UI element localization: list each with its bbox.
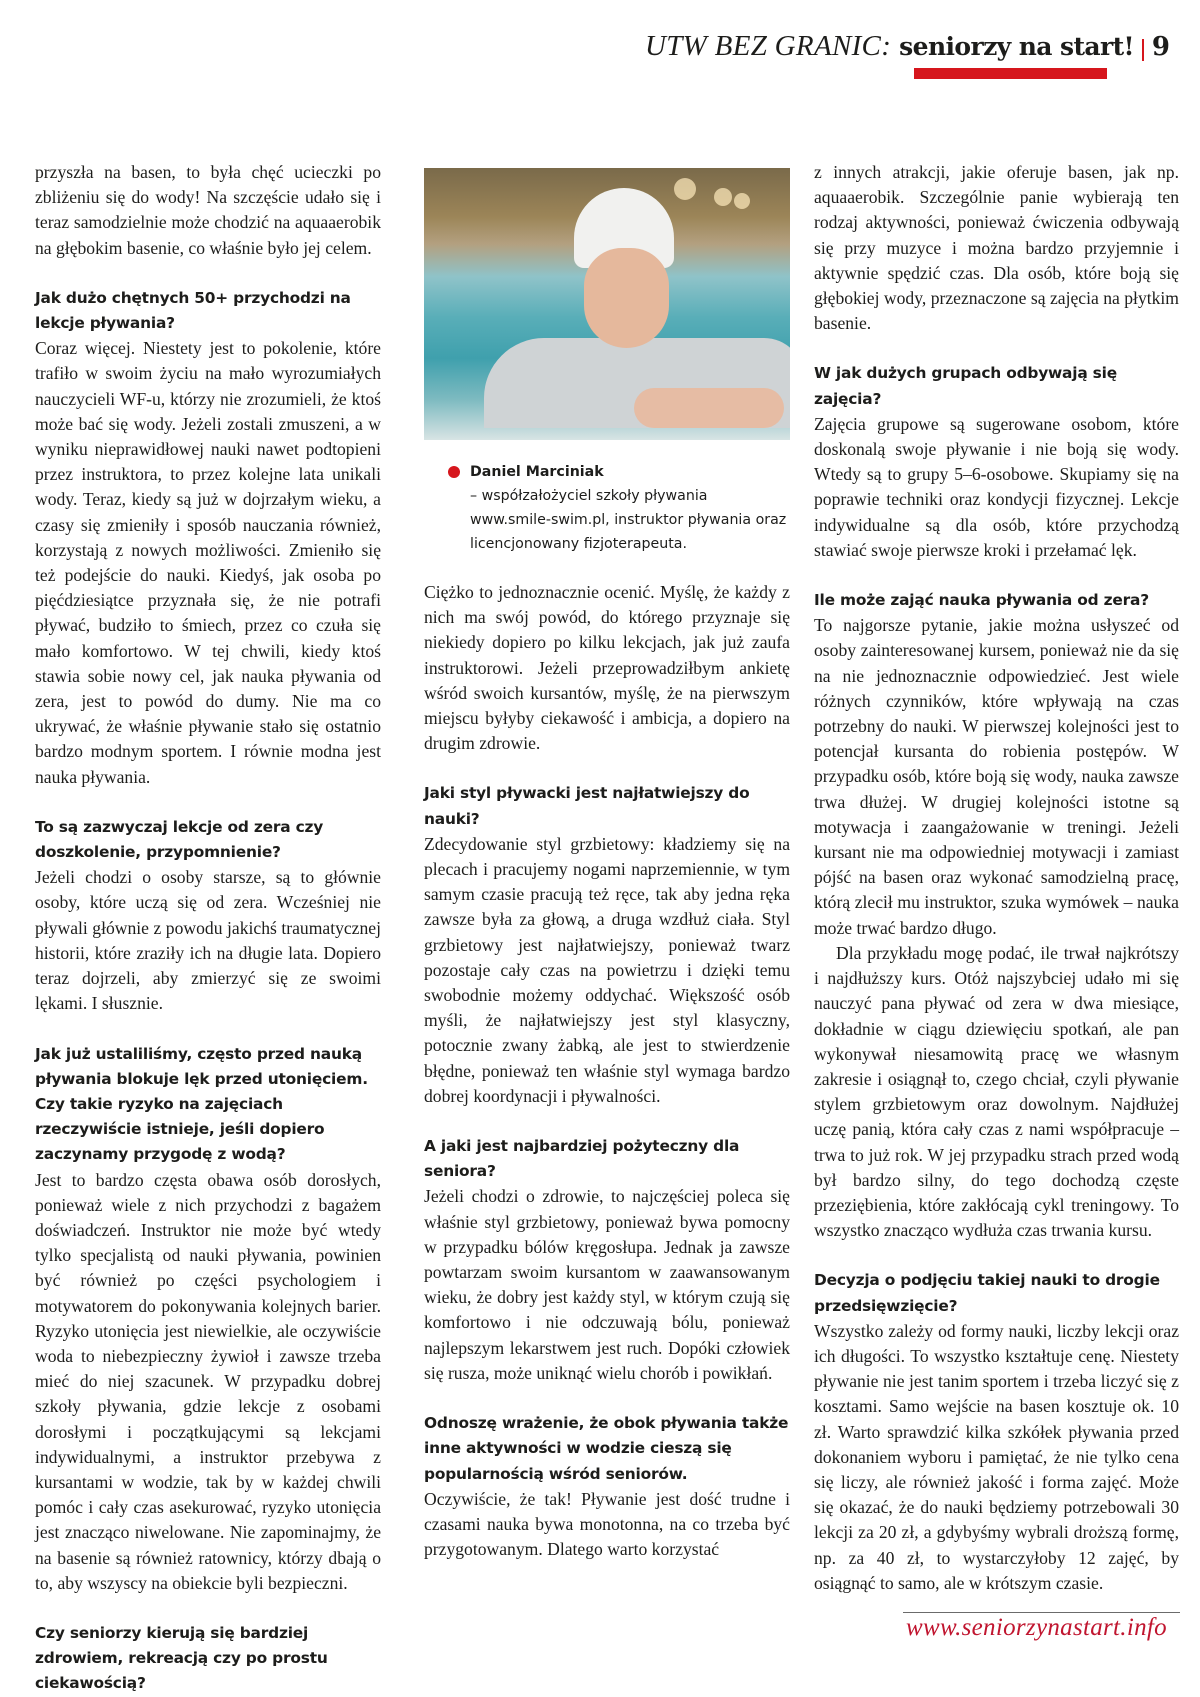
swimmer-arm <box>634 388 784 428</box>
interview-question: Jaki styl pływacki jest najłatwiejszy do nauki? <box>424 784 750 828</box>
bokeh-light <box>674 178 696 200</box>
footer-website-link[interactable]: www.seniorzynastart.info <box>906 1614 1167 1641</box>
answer-paragraph: Ciężko to jednoznacznie ocenić. Myślę, że każdy z nich ma swój powód, do którego przyznaje się niekiedy dopiero po kilku lekcjach, jak już zaufa instruktorowi. Jeżeli przeprowadziłbym ankietę wśród swoich kursantów, myślę, że na pierwszym miejscu byłyby ciekawość i ambicja, a dopiero na drugim zdrowie. <box>424 582 790 754</box>
article-column-1 <box>35 160 381 1697</box>
interview-question: Jak już ustaliliśmy, często przed nauką pływania blokuje lęk przed utonięciem. Czy takie ryzyko na zajęciach rzeczywiście istnieje, jeśli dopiero zaczynamy przygodę z wodą? <box>35 1044 368 1164</box>
interview-question: Decyzja o podjęciu takiej nauki to drogie przedsięwzięcie? <box>814 1271 1160 1315</box>
magazine-title: seniorzy na start! <box>899 32 1134 61</box>
answer-paragraph: Coraz więcej. Niestety jest to pokolenie, które trafiło w swoim życiu na mało wyrozumiałych nauczycieli WF-u, którzy nie zrozumieli, że ktoś może bać się wody. Jeżeli zostali zmuszeni, a w wyniku nieprawidłowej nauki nawet podtopieni przez instruktora, to przez kolejne lata unikali wody. Teraz, kiedy są już w dojrzałym wieku, a czasy się zmieniły i sposób nauczania również, korzystają z nowych możliwości. Zmieniło się też podejście do nauki. Kiedyś, jak osoba po pięćdziesiątce przyznała się, że nie potrafi pływać, budziło to śmiech, przez co czuła się mało komfortowo. W tej chwili, kiedy ktoś stawia sobie nowy cel, jak nauka pływania od zera, jest to powód do dumy. Nie ma co ukrywać, że właśnie pływanie stało się ostatnio bardzo modnym sportem. I równie modna jest nauka pływania. <box>35 338 381 787</box>
answer-paragraph: Dla przykładu mogę podać, ile trwał najkrótszy i najdłuższy kurs. Otóż najszybciej udało mi się nauczyć pana pływać od zera w dwa miesiące, dokładnie w ciągu dziewięciu spotkań, ale pan wykonywał niesamowitą pracę we własnym zakresie i osiągnął to, czego chciał, czyli pływanie stylem grzbietowym oraz dowolnym. Najdłużej uczę panią, która cały czas z nami współpracuje – trwa to już rok. W jej przypadku strach przed wodą był bardzo silny, do tego dochodzą częste przeziębienia, które zakłócają cykl treningowy. To wszystko znacząco wydłuża czas trwania kursu. <box>814 942 1179 1241</box>
article-column-2-text <box>424 580 790 1562</box>
interview-question: Jak dużo chętnych 50+ przychodzi na lekcje pływania? <box>35 288 351 333</box>
series-title: UTW BEZ GRANIC: <box>645 30 892 62</box>
interview-question: A jaki jest najbardziej pożyteczny dla seniora? <box>424 1137 740 1181</box>
page-header <box>645 30 1170 70</box>
answer-paragraph: To najgorsze pytanie, jakie można usłyszeć od osoby zainteresowanej kursem, ponieważ nie da się na nie jednoznacznie odpowiedzieć. Jest wiele różnych czynników, które wpływają na czas potrzebny do nauki. W pierwszej kolejności jest to potencjał kursanta do robienia postępów. W przypadku osób, które boją się wody, nauka zawsze trwa dłużej. W drugiej kolejności istotne są motywacja i zaangażowanie w treningi. Jeżeli kursant nie ma odpowiedniej motywacji i zamiast pójść na basen oraz wykonać samodzielną pracę, którą zlecił mu instruktor, szuka wymówek – nauka może trwać bardzo długo. <box>814 615 1179 938</box>
interview-question: To są zazwyczaj lekcje od zera czy doszkolenie, przypomnienie? <box>35 817 324 862</box>
swimmer-face <box>584 248 669 348</box>
answer-paragraph: Wszystko zależy od formy nauki, liczby lekcji oraz ich długości. To wszystko kształtuje cenę. Niestety pływanie nie jest tanim sportem i trzeba liczyć się z kosztami. Samo wejście na basen kosztuje ok. 10 zł. Warto sprawdzić kilka szkółek pływania przed dokonaniem wyboru i pamiętać, że nie tylko cena się liczy, ale również jakość i forma zajęć. Może się okazać, że do nauki będziemy potrzebowali 30 lekcji za 20 zł, a gdybyśmy wybrali droższą formę, np. za 40 zł, to wystarczyłoby 12 zajęć, by osiągnąć to samo, ale w krótszym czasie. <box>814 1320 1179 1593</box>
article-column-3 <box>814 160 1179 1596</box>
answer-paragraph: Jeżeli chodzi o osoby starsze, są to głównie osoby, które uczą się od zera. Wcześniej nie pływali głównie z powodu jakichś traumatycznej historii, które zraziły ich na długie lata. Dopiero teraz dojrzeli, aby zmierzyć się ze swoimi lękami. I słusznie. <box>35 867 381 1014</box>
interview-question: W jak dużych grupach odbywają się zajęcia? <box>814 364 1117 408</box>
interview-question: Odnoszę wrażenie, że obok pływania także inne aktywności w wodzie cieszą się popularnością wśród seniorów. <box>424 1414 789 1483</box>
bullet-dot-icon <box>448 466 460 478</box>
photo-caption <box>424 460 790 556</box>
answer-paragraph: Zajęcia grupowe są sugerowane osobom, które doskonalą swoje pływanie i nie boją się wody. Wtedy są to grupy 5–6-osobowe. Skupiamy się na poprawie techniki oraz kondycji fizycznej. Lekcje indywidualne są dla osób, które przychodzą stawiać swoje pierwsze kroki i przełamać lęk. <box>814 413 1179 560</box>
header-accent-bar <box>914 68 1107 79</box>
header-separator <box>1142 39 1144 61</box>
article-column-2 <box>424 168 790 1562</box>
answer-paragraph: Zdecydowanie styl grzbietowy: kładziemy się na plecach i pracujemy nogami naprzemiennie, w tym samym czasie pracują też ręce, tak aby jedna ręka zawsze była za głową, a druga wzdłuż ciała. Styl grzbietowy jest najłatwiejszy, ponieważ twarz pozostaje cały czas na powietrzu i dzięki temu swobodnie możemy oddychać. Większość osób myśli, że najłatwiejszy jest styl klasyczny, potocznie zwany żabką, ale jest to stwierdzenie błędne, ponieważ ten właśnie styl wymaga bardzo dobrej koordynacji i pływalności. <box>424 833 790 1106</box>
bokeh-light <box>714 188 732 206</box>
interview-question: Ile może zająć nauka pływania od zera? <box>814 591 1149 610</box>
answer-paragraph: z innych atrakcji, jakie oferuje basen, jak np. aquaaerobik. Szczególnie panie wybierają ten rodzaj aktywności, ponieważ ćwiczenia odbywają się przy muzyce i można bardzo przyjemnie i aktywnie spędzić czas. Dla osób, które boją się głębokiej wody, przeznaczone są zajęcia na płytkim basenie. <box>814 162 1179 334</box>
caption-description: – współzałożyciel szkoły pływania www.smile-swim.pl, instruktor pływania oraz licencjonowany fizjoterapeuta. <box>470 488 787 552</box>
answer-paragraph: Oczywiście, że tak! Pływanie jest dość trudne i czasami nauka bywa monotonna, na co trzeba być przygotowanym. Dlatego warto korzystać <box>424 1488 790 1560</box>
answer-paragraph: Jeżeli chodzi o zdrowie, to najczęściej poleca się właśnie styl grzbietowy, ponieważ bywa pomocny w przypadku bólów kręgosłupa. Jednak ja zawsze powtarzam swoim kursantom w zaawansowanym wieku, że dobry jest każdy styl, w którym czują się komfortowo i nie odczuwają bólu, ponieważ najlepszym lekarstwem jest ruch. Dopóki człowiek się rusza, może uniknąć wielu chorób i powikłań. <box>424 1186 790 1383</box>
bokeh-light <box>734 193 750 209</box>
interview-question: Czy seniorzy kierują się bardziej zdrowiem, rekreacją czy po prostu ciekawością? <box>35 1623 328 1693</box>
interviewee-photo <box>424 168 790 440</box>
footer-divider <box>903 1612 1180 1613</box>
page-number: 9 <box>1151 32 1170 62</box>
caption-name: Daniel Marciniak <box>470 464 604 480</box>
answer-paragraph: Jest to bardzo częsta obawa osób dorosłych, ponieważ wiele z nich przychodzi z bagażem doświadczeń. Instruktor nie może być wtedy tylko specjalistą od nauki pływania, powinien być również po części psychologiem i motywatorem do pokonywania kolejnych barier. Ryzyko utonięcia jest niewielkie, ale oczywiście woda to niebezpieczny żywioł i zawsze trzeba mieć do niej szacunek. W przypadku dobrej szkoły pływania, gdzie lekcje z osobami dorosłymi i początkującymi są lekcjami indywidualnymi, a instruktor przebywa z kursantami w wodzie, tak by w każdej chwili pomóc i cały czas asekurować, ryzyko utonięcia jest znacząco niwelowane. Nie zapominajmy, że na basenie są również ratownicy, którzy dbają o to, aby wszyscy na obiekcie byli bezpieczni. <box>35 1169 381 1593</box>
answer-paragraph: przyszła na basen, to była chęć ucieczki po zbliżeniu się do wody! Na szczęście udało się i teraz samodzielnie może chodzić na aquaaerobik na głębokim basenie, co właśnie było jej celem. <box>35 162 381 258</box>
